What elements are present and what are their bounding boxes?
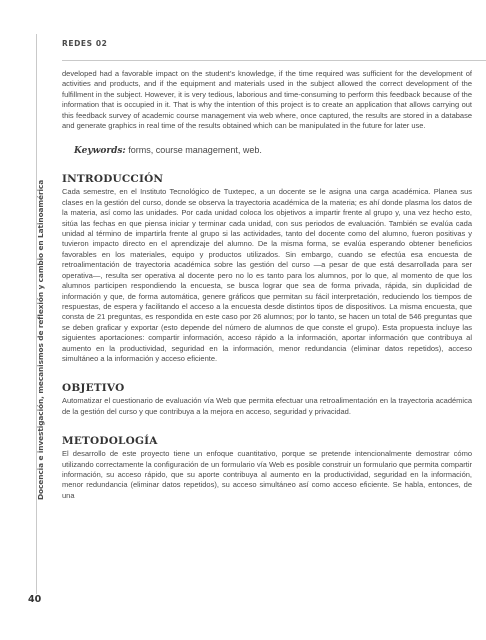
abstract-continuation: developed had a favorable impact on the student’s knowledge, if the time required was sufficient for the development of activities and products, and if the equipment and materials used in the subject allowed the correct development of the fulfillment in the subject. However, it is very tedious, laborious and time-consuming to perform this feedback because of the information that is occupied in it. That is why the intention of this project is to create an application that allows carrying out this feedback survey of academic course management via web where, once captured, the results are stored in a database and generate graphics in real time of the results obtained which can be manipulated in the future for later use. — [62, 69, 472, 131]
section-heading-introduccion: INTRODUCCIÓN — [62, 173, 164, 186]
journal-title: REDES 02 — [62, 39, 108, 48]
keywords-text: forms, course management, web. — [128, 145, 262, 156]
section-heading-metodologia: METODOLOGÍA — [62, 435, 158, 448]
section-body-introduccion: Cada semestre, en el Instituto Tecnológico de Tuxtepec, a un docente se le asigna una carga académica. Planea sus clases en la gestión del curso, donde se observa la trayectoria académica de la materia; es ahí donde plasma los datos de la materia, así como las unidades. Por cada unidad coloca los objetivos a impartir frente al grupo y, una vez hecho esto, sitúa las fechas en que piensa iniciar y terminar cada unidad, con sus periodos de evaluación. También se evalúa cada unidad al término de impartirla frente al grupo si las actividades, tanto del docente como del alumno, fueron positivas y tuvieron impacto directo en el aprendizaje del alumno. De la misma forma, se evalúa esperando obtener beneficios favorables en los materiales, equipo y productos utilizados. Sin embargo, cuando se efectúa esa encuesta de retroalimentación de trayectoria académica sobre las gestión del curso —a pesar de que está desarrollada para ser operativa—, resulta ser operativa al docente pero no lo es tanto para los alumnos, por lo que, al momento de que los alumnos participen respondiendo la encuesta, se busca lograr que sea de forma privada, rápida, sin duplicidad de información y que, de forma automática, genere gráficos que permitan su fácil interpretación, reduciendo los tiempos de respuestas, de espera y facilitando el acceso a la encuesta desde distintos tipos de dispositivos. La misma encuesta, que consta de 21 preguntas, es respondida en este caso por 26 alumnos; por lo tanto, se hacen un total de 546 preguntas que se deben graficar y exportar (esto depende del número de alumnos de que conste el grupo). Esta propuesta incluye las siguientes aportaciones: compartir información, acceso rápido a la información, aportar información que contribuya al aumento en la productividad, seguridad en la información, menor redundancia (eliminar datos repetidos), acceso simultáneo a la información y acceso eficiente. — [62, 187, 472, 363]
section-body-objetivo: Automatizar el cuestionario de evaluación vía Web que permita efectuar una retroalimentación en la trayectoria académica de la gestión del curso y que contribuya a la mejora en acceso, seguridad y privacidad. — [62, 396, 472, 416]
keywords-label: Keywords: — [74, 146, 126, 157]
running-header — [62, 34, 486, 61]
sidebar-series-title: Docencia e investigación, mecanismos de reflexión y cambio en Latinoamérica — [36, 179, 45, 500]
section-body-metodologia: El desarrollo de este proyecto tiene un enfoque cuantitativo, porque se pretende intencionalmente demostrar cómo utilizando correctamente la configuración de un formulario vía Web es posible construir un formulario que permita compartir información, su acceso rápido, que su aporte contribuya al aumento en la productividad, seguridad en la información, menor redundancia (eliminar datos repetidos), su acceso simultáneo así como acceso eficiente. Se habla, entonces, de una — [62, 449, 472, 500]
keywords-line — [74, 145, 472, 156]
page-content — [62, 69, 472, 501]
page-number: 40 — [28, 594, 42, 605]
section-heading-objetivo: OBJETIVO — [62, 382, 125, 395]
